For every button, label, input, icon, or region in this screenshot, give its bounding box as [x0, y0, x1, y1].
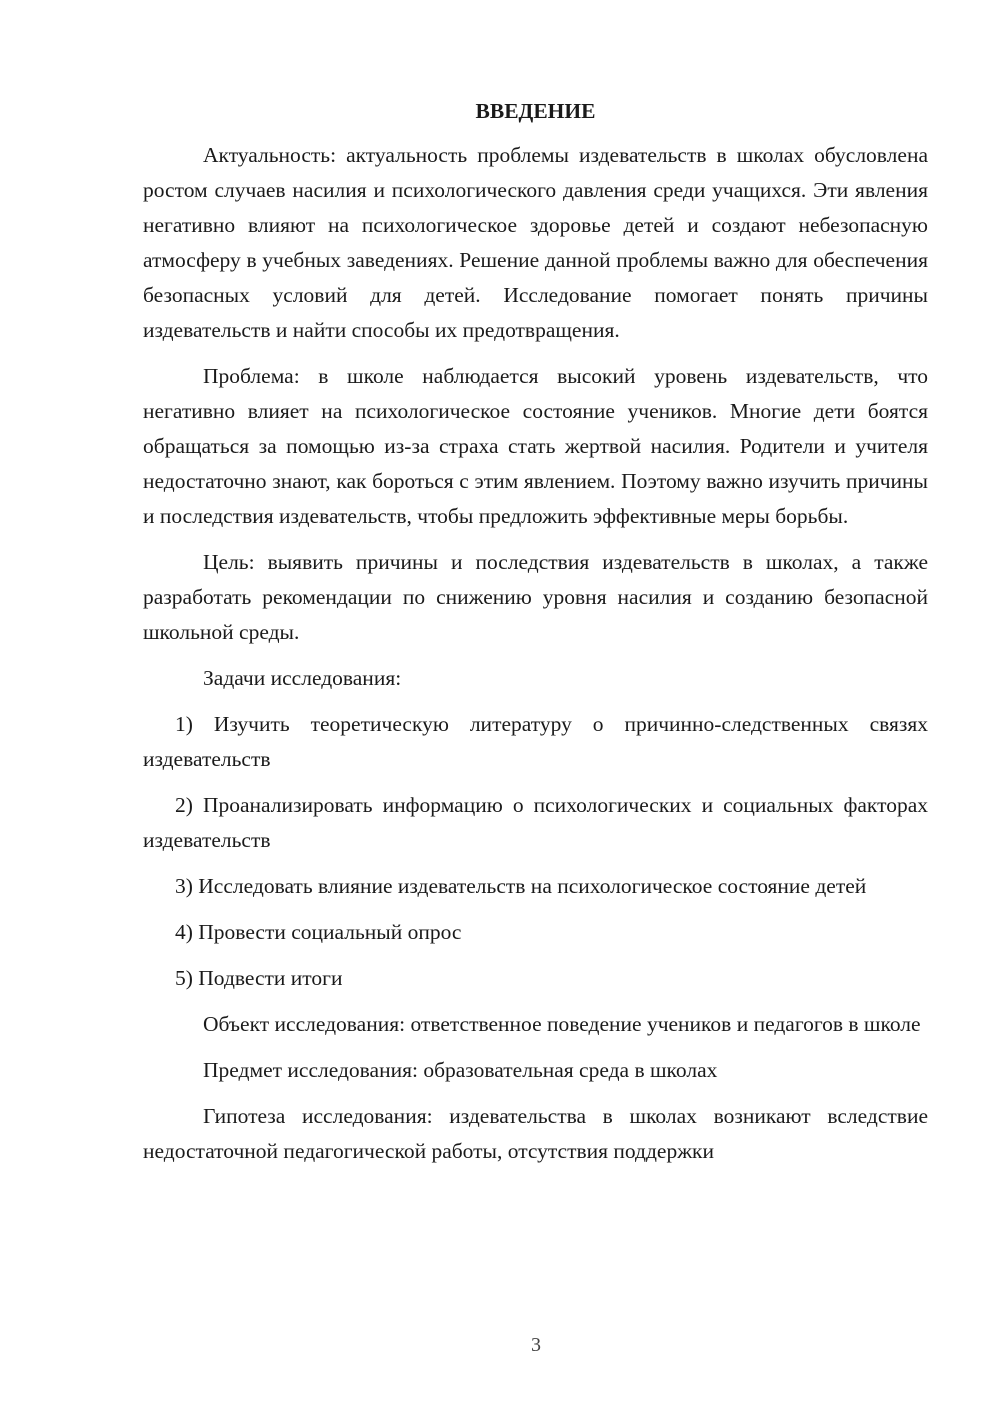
task-item-2: 2) Проанализировать информацию о психологических и социальных факторах издевательств: [143, 793, 928, 852]
page-number: 3: [531, 1334, 541, 1356]
task-item-4: 4) Провести социальный опрос: [175, 920, 462, 944]
paragraph-object: Объект исследования: ответственное поведение учеников и педагогов в школе: [203, 1012, 921, 1036]
document-page: [143, 96, 928, 1180]
paragraph-hypothesis: Гипотеза исследования: издевательства в школах возникают вследствие недостаточной педагогической работы, отсутствия поддержки: [143, 1104, 928, 1163]
task-item-3: 3) Исследовать влияние издевательств на психологическое состояние детей: [175, 874, 867, 898]
paragraph-subject: Предмет исследования: образовательная среда в школах: [203, 1058, 718, 1082]
task-item-1: 1) Изучить теоретическую литературу о причинно-следственных связях издевательств: [143, 712, 928, 771]
tasks-heading: Задачи исследования:: [203, 666, 402, 690]
task-item-5: 5) Подвести итоги: [175, 966, 343, 990]
section-title: ВВЕДЕНИЕ: [475, 99, 596, 123]
paragraph-problem: Проблема: в школе наблюдается высокий уровень издевательств, что негативно влияет на психологическое состояние учеников. Многие дети боятся обращаться за помощью из-за страха стать жертвой насилия. Родители и учителя недостаточно знают, как бороться с этим явлением. Поэтому важно изучить причины и последствия издевательств, чтобы предложить эффективные меры борьбы.: [143, 364, 928, 528]
paragraph-relevance: Актуальность: актуальность проблемы издевательств в школах обусловлена ростом случаев насилия и психологического давления среди учащихся. Эти явления негативно влияют на психологическое здоровье детей и создают небезопасную атмосферу в учебных заведениях. Решение данной проблемы важно для обеспечения безопасных условий для детей. Исследование помогает понять причины издевательств и найти способы их предотвращения.: [143, 143, 928, 342]
paragraph-goal: Цель: выявить причины и последствия издевательств в школах, а также разработать рекомендации по снижению уровня насилия и созданию безопасной школьной среды.: [143, 550, 928, 644]
